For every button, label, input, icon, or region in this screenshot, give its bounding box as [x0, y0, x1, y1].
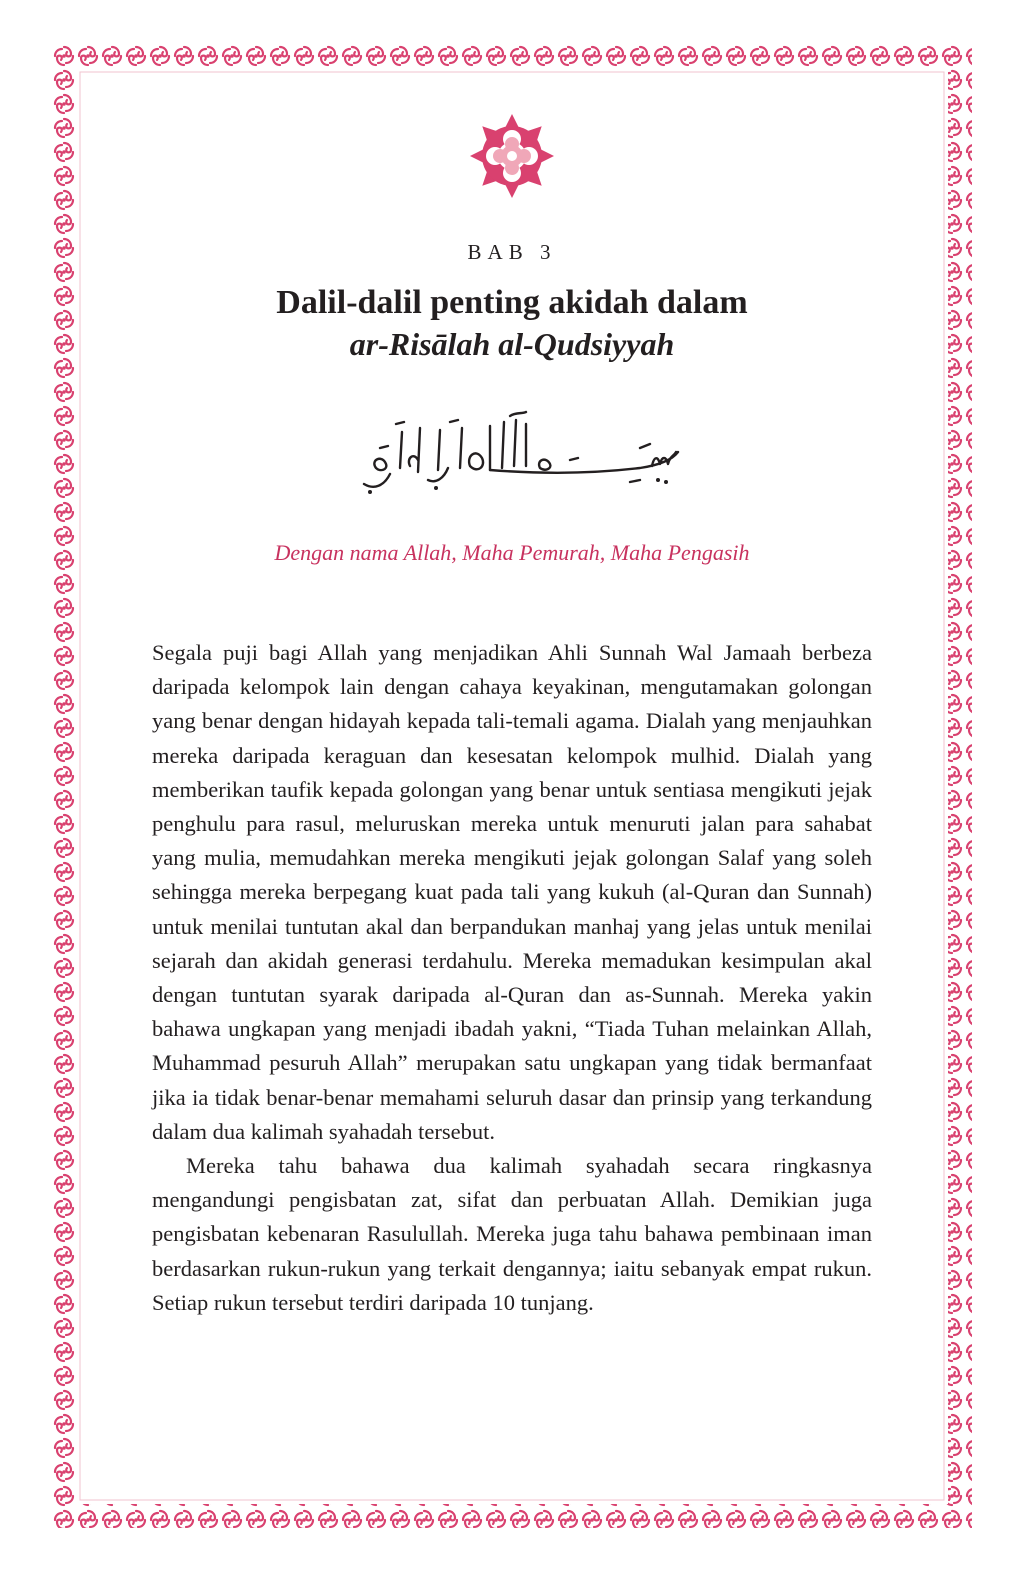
paragraph: Mereka tahu bahawa dua kalimah syahadah secara ringkasnya mengandungi pengisbatan zat, sifat dan perbuatan Allah. Demikian juga pengisbatan kebenaran Rasulullah. Mereka juga tahu bahawa pembinaan iman berdasarkan rukun-rukun yang terkait dengannya; iaitu sebanyak empat rukun. Setiap rukun tersebut terdiri daripada 10 tunjang. — [152, 1153, 872, 1315]
chapter-subtitle: ar-Risālah al-Qudsiyyah — [349, 326, 675, 362]
basmala-translation: Dengan nama Allah, Maha Pemurah, Maha Pengasih — [274, 540, 750, 565]
chapter-label: BAB 3 — [467, 240, 557, 264]
paragraph: Segala puji bagi Allah yang menjadikan Ahli Sunnah Wal Jamaah berbeza daripada kelompok lain dengan cahaya keyakinan, mengutamakan golongan yang benar dengan hidayah kepada tali-temali agama. Dialah yang menjauhkan mereka daripada keraguan dan kesesatan kelompok mulhid. Dialah yang memberikan taufik kepada golongan yang benar untuk sentiasa mengikuti jejak penghulu para rasul, meluruskan mereka untuk menuruti jalan para sahabat yang mulia, memudahkan mereka mengikuti jejak golongan Salaf yang soleh sehingga mereka berpegang kuat pada tali yang kukuh (al-Quran dan Sunnah) untuk menilai tuntutan akal dan berpandukan manhaj yang jelas untuk menilai sejarah dan akidah generasi terdahulu. Mereka memadukan kesimpulan akal dengan tuntutan syarak daripada al-Quran dan as-Sunnah. Mereka yakin bahawa ungkapan yang menjadi ibadah yakni, “Tiada Tuhan melainkan Allah, Muhammad pesuruh Allah” merupakan satu ungkapan yang tidak bermanfaat jika ia tidak benar-benar memahami seluruh dasar dan prinsip yang terkandung dalam dua kalimah syahadah tersebut. — [152, 640, 872, 1144]
basmala-calligraphy-icon — [340, 408, 692, 498]
chapter-title: Dalil-dalil penting akidah dalam — [276, 284, 748, 321]
floral-emblem-icon — [468, 112, 556, 200]
body-text — [152, 636, 872, 1320]
